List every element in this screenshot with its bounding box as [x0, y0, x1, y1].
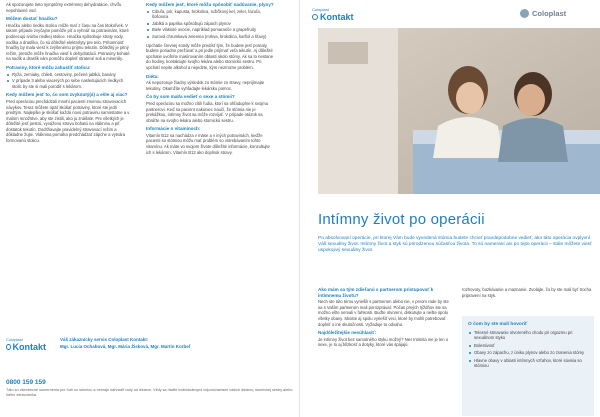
lead-paragraph: Po absolvovaní operácie, pri ktorej Vám bude vyvedená stómia budete chcieť pravdepodobne vedieť, ako táto operácia ovplyvní Váš sexuálny život. Intímny život a styk sú prirodzenou súčasťou života. To sú nameraní ani po tejto operácii – stále môžete viesť uspokojivý sexuálny život. — [318, 236, 592, 254]
logo-small-text: Coloplast — [6, 337, 23, 342]
logo-big-row — [6, 342, 46, 352]
paragraph-col2: rozhovory, bozkávanie a maznanie. Zvolajte, čo by ste mali byť trocha pripravení na styk. — [462, 287, 592, 298]
list-item: Cibuľa, pór, kapusta, brokolica, ružičkový kel, zeler, fazuľa, šošovica — [146, 9, 276, 20]
paragraph-ready: Je intímny život bez samotného styku možný? Nie! Intimita nie je len o sexe, je to aj blízkosť a dotyky, ktoré vás spájajú. — [318, 336, 449, 348]
thickening-foods-list — [6, 72, 134, 90]
logo-big-row — [312, 12, 372, 22]
heading-partner: Ako mám sa tým zdieľanú s partnerom pristupovať k intímnemu životu? — [318, 287, 434, 298]
heading-diarrhea: Môžem dostať hnačku? — [6, 16, 58, 22]
intro-paragraph: Ak spozorujete tieto symptómy extrémnej dehydratácie, chvíľu nepohlavné vod. — [6, 2, 122, 13]
kontakt-mark-icon — [312, 14, 318, 20]
contact-text — [60, 337, 191, 350]
paragraph-blockage: Upchatie črevnej sondy môže predísť tým, že budete jesť pomaly, budete poriadne prežúvať a pri jedle prijímať veľa tekutín. Aj dôležité upchatie uvoľníte masírovaním oblasti okolo stómy. Ak sa to nestane do hodiny, kontaktujte svojho lekára alebo stomickú sestru. Pri upchatí nepite alkohol a nejedzte, kým nezmizne problém. — [146, 42, 274, 70]
list-item: Biele vláknité ovocie, napríklad pomaranče a grapefruity — [146, 27, 276, 33]
tips-list — [468, 330, 588, 368]
phone-number[interactable]: 0800 159 159 — [6, 379, 46, 386]
paragraph-diet: Ak nepozoruje žiadny výsledok zo stómie zo stravy, neprijímajte tekutiny. Okamžite vyhľadajte lekársku pomoc. — [146, 80, 265, 91]
paragraph-diarrhea: Hnačku alebo riedku stolicu môže mať z času na čas ktokoľvek. V takom prípade zvyčajne pomôže piť a vyhnúť sa potravinám, ktoré podnecujú tvorbu riedkej stolice. Hnačka spôsobuje straty vody, sodíka a draslíka, čo sú dôležité elektrolyty pre telo. Prítomnosť hnačky by mala viesť k zvýšenému prijmu tekutín. Dôležitý je pitný režim, pretože môže hnačka viesť k dehydratácii. Potraviny bohaté na sodík a draslík vám pomôžu doplniť stratené soli a minerály. — [6, 22, 130, 62]
list-item: V prípade 3 alebo viacerých po sebe nasledujúcich riedkych stolíc by ste si mali porodiť s lekárom. — [6, 78, 134, 89]
footnote: Táto sú všeobecné usmernenia pre ľudí so stómiou a nemajú nahradiť rady od lekárov. Vždy sa riaďte individuálnymi odporúčaniami vašich lekárov, stomickej sestry alebo iného zdravotníka. — [6, 388, 293, 397]
list-item: Bolestivosť — [468, 343, 588, 348]
gas-foods-list — [146, 9, 276, 40]
heading-eating: Kedy môžem jesť to, čo som zvyknutý(á) a ešte aj viac? — [6, 92, 128, 98]
list-item: Telesné stmavanie otvoreného chodu pri orgazmu pri sexuálnom styku — [468, 330, 588, 341]
tips-title: O čom by ste mali hovoriť — [468, 322, 528, 327]
list-item: Surová chrumkavá zelenina (mrkva, brokolica, karfiol a šťavy) — [146, 34, 276, 40]
right-column-1 — [318, 287, 450, 415]
heading-gas-foods: Kedy môžem jesť, ktoré môžu spôsobiť nadúvanie, plyny? — [146, 2, 274, 7]
coloplast-brand — [520, 9, 566, 18]
couple-photo — [318, 28, 600, 194]
kontakt-logo — [6, 337, 46, 352]
list-item: Obavy zo zápachu, z úniku plynov alebo zo zranenia stómy — [468, 350, 588, 355]
kontakt-mark-icon — [6, 344, 11, 350]
page-gutter — [299, 0, 300, 417]
paragraph-partner: Nech ste túto tému vyriešili s partnerom alebo nie, v prvom rade by ste sa s Vaším partnerom mali porozprávať. Počas prvých týždňov ste sa možno ešte nemali v ľahkosti. Buďte otvorení, diskutujte a riešte spolu všetky obavy. Skúste aj spolu vyriešiť veci, ktoré by mohli potrebovať doplniť o iné skutočnosti. Vyžaduje to odvahu. — [318, 299, 449, 327]
list-item: Hlavne obavy v oblasti intímnych vzťahov, ktoré súvisia so stómiou — [468, 358, 588, 369]
contact-line-2: Mgr. Lucia Ochabová, Mgr. Mária Žisková, Mgr. Martin Korbeľ — [60, 343, 191, 349]
brand-name: Coloplast — [532, 9, 567, 18]
tips-box — [462, 316, 594, 416]
left-column-1 — [6, 2, 134, 298]
paragraph-sex: Pred operáciou sa možno cítili ľudia, ktorí sa ohľaduplne k svojmu partnerovi. Keď sa pacient nakoniec naučí, že stómia nie je prekážkou, intímny život sa môže rozvíjať. V prípade otázok sa obráťte na svojho lekára alebo stomickú sestru. — [146, 100, 269, 123]
list-item: Ryža, zemiaky, chlieb, cestoviny, pečené jablká, banány — [6, 72, 134, 78]
heading-diet: Diéta: — [146, 73, 159, 79]
left-column-2 — [146, 2, 276, 298]
paragraph-vitamins: Vitamín B12 sa nachádza v mäse a v iných potravinách, keďže pacienti so stómiou môžu mať problém so vstrebávaním tohto vitamínu. Ak máte vo svojom živote dôležité informácie, konzultujte ich s lekárom. Vitamín B12 ako doplnok stravy. — [146, 132, 270, 155]
contact-line-1: Váš zákaznícky servis Coloplast Kontakt: — [60, 337, 149, 342]
contact-box — [0, 329, 300, 417]
heading-vitamins: Informácie o vitamínoch: — [146, 126, 201, 132]
logo-big-text: Kontakt — [320, 12, 354, 22]
heading-thickening-foods: Potraviny, ktoré môžu zahustiť stolicu: — [6, 64, 91, 70]
logo-big-text: Kontakt — [12, 342, 46, 352]
list-item: Jablká a paprika spôsobujú zápach plynov — [146, 21, 276, 27]
couple-photo-illustration — [318, 28, 600, 194]
right-kontakt-logo — [312, 7, 372, 22]
heading-sex: Čo by som mal/a vedieť o sexe a stómii? — [146, 94, 235, 100]
page-title: Intímny život po operácii — [318, 211, 485, 228]
logo-small-text: Coloplast — [312, 7, 329, 12]
coloplast-logo-icon — [520, 9, 529, 18]
heading-ready: Najdôležitejšie nesúhlasiť: — [318, 330, 377, 336]
paragraph-eating: Pred operáciou prechádzali mnohí pacienti zmenou stravovacích návykov. Teraz môžete opäť skúšať potraviny, ktoré ste jedli predtým. Najlepšie je skúšať každú novú potravinu samostatne a v malom množstve, aby ste zistili, ako ju znášate. Pre všetkých je dôležité jesť pestrú, vyváženú stravu bohatú na vlákninu a piť dostatok tekutín. Dodržiavajte pravidelný stravovací režim a dôkladne žujte. Vláknina pomáha predchádzať zápche a vytvára formovanú stolicu. — [6, 98, 130, 144]
